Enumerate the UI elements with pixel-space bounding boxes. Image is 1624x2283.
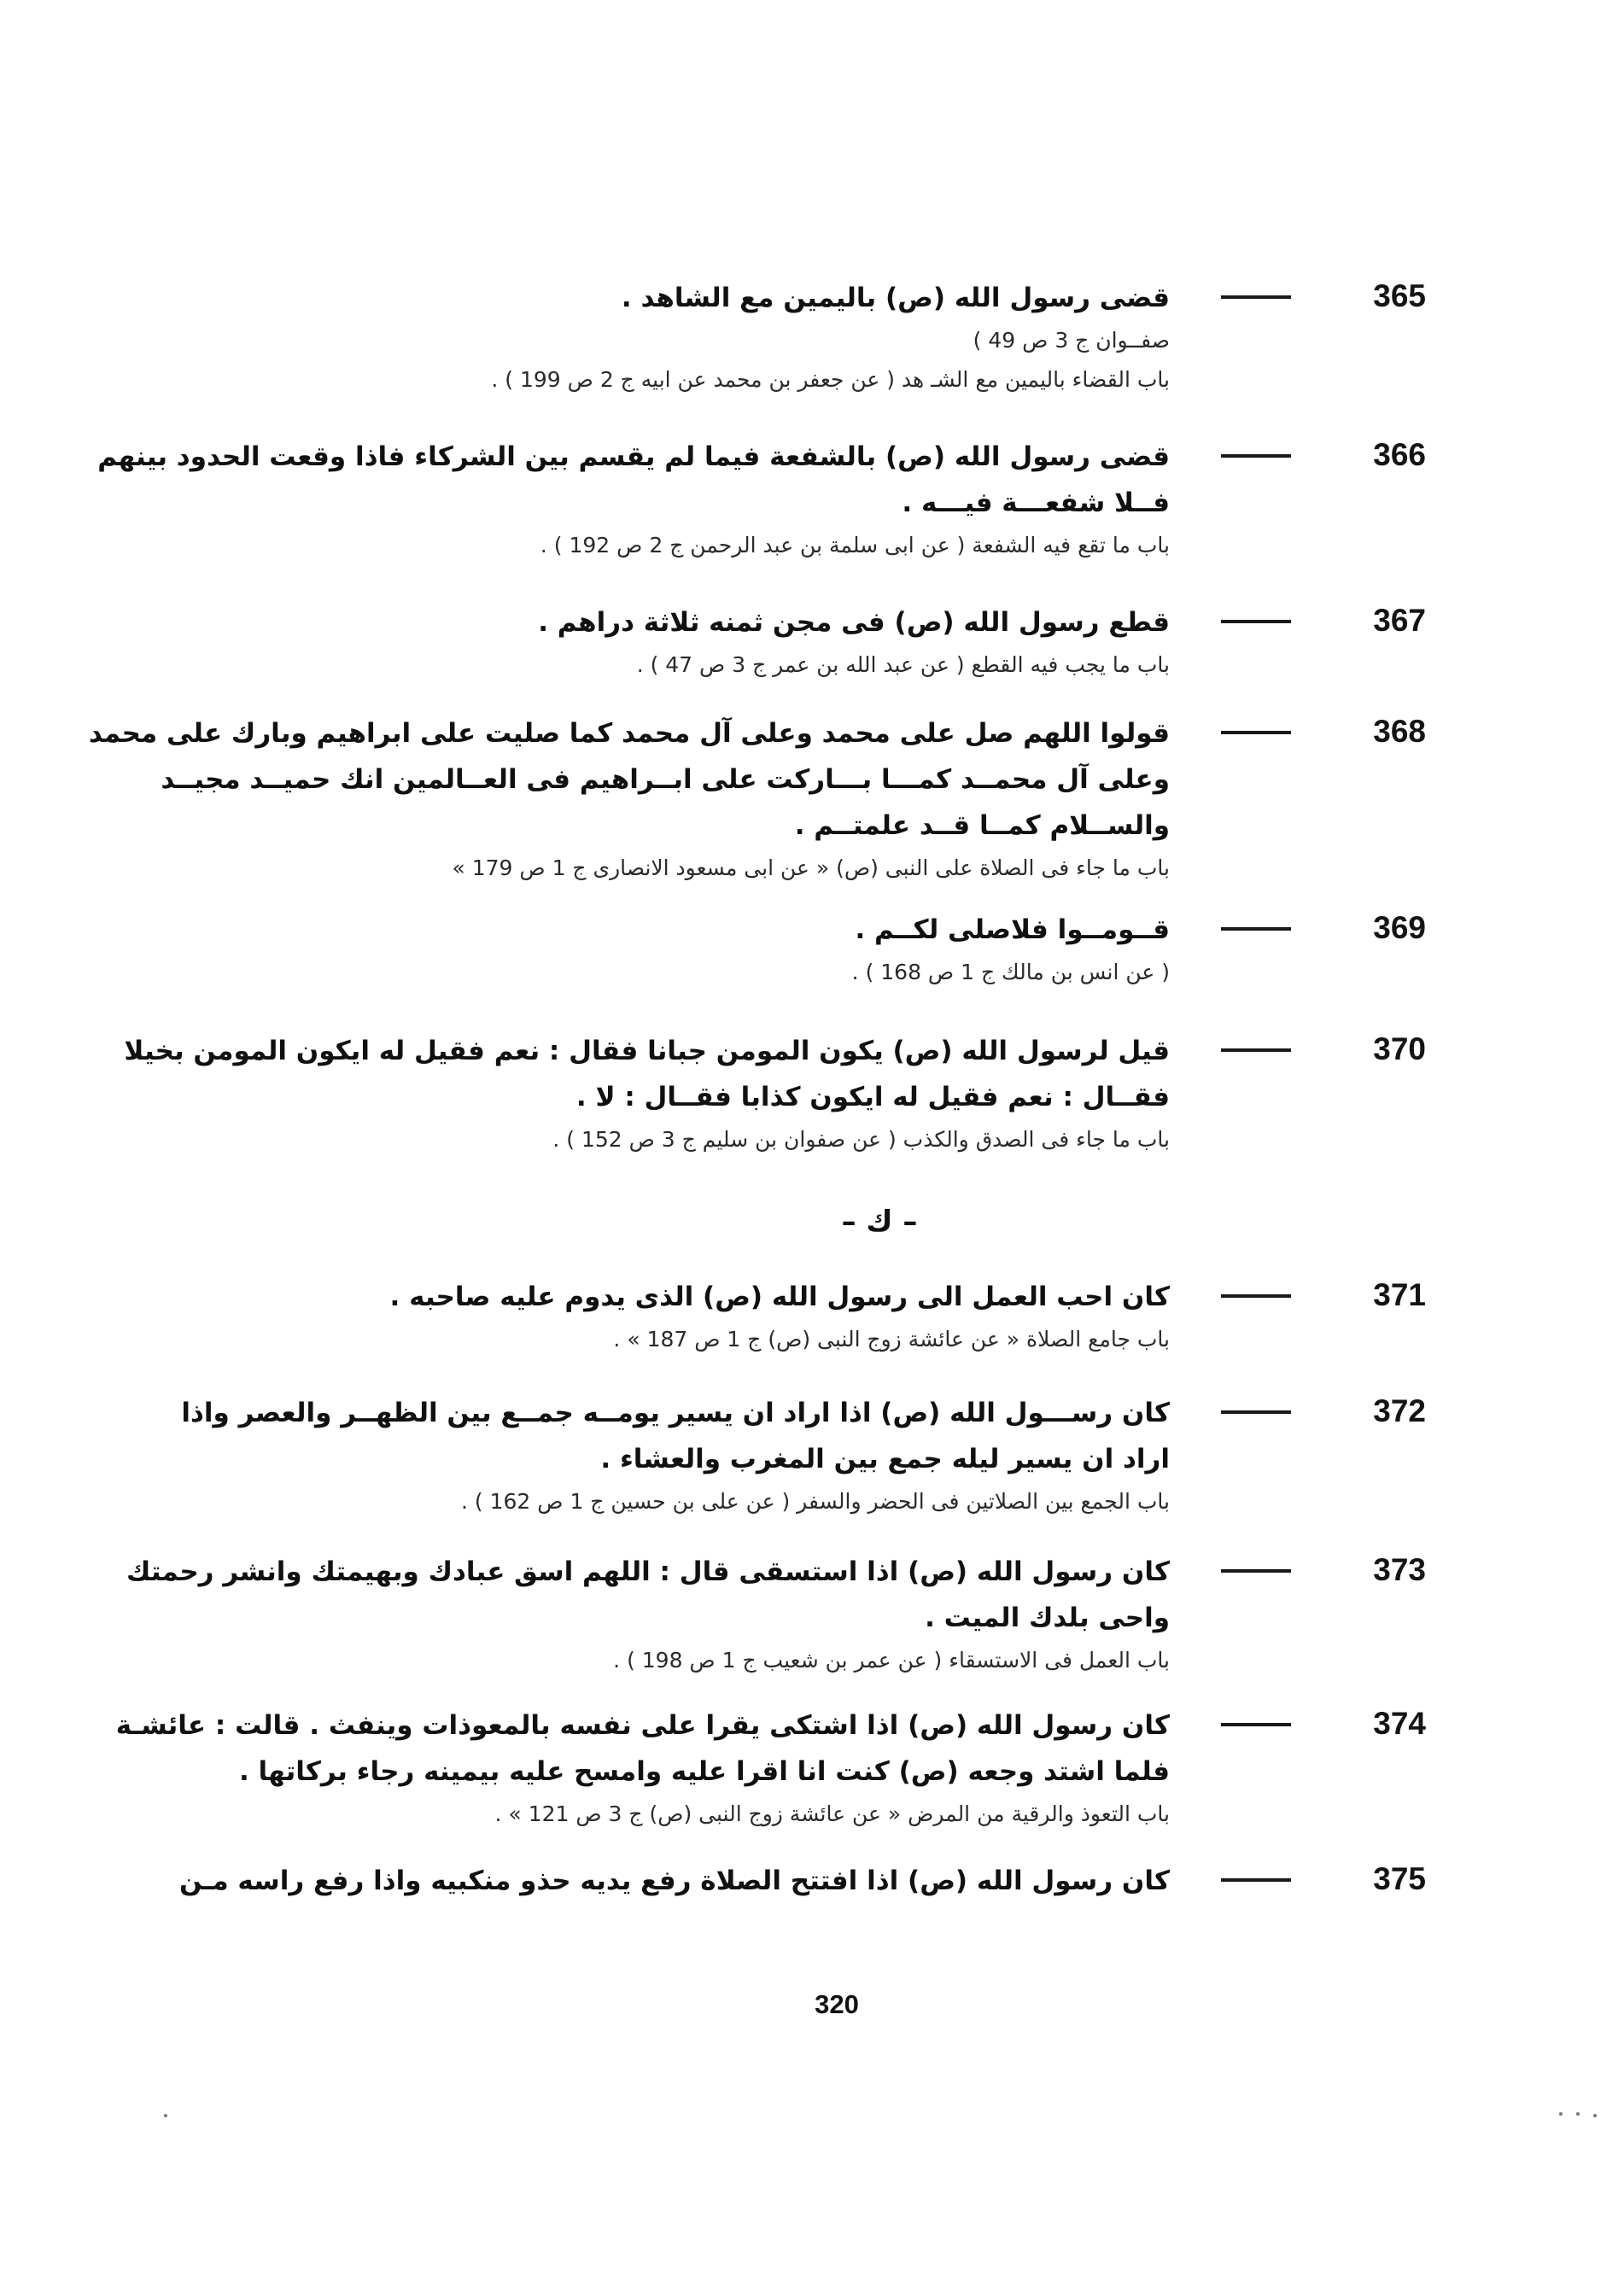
hadith-line: كان رسول الله (ص) اذا استسقى قال : اللهم اسق عبادك وبهيمتك وانشر رحمتك xyxy=(126,1556,1170,1587)
hadith-line: قــومــوا فلاصلى لكــم . xyxy=(855,914,1170,945)
hadith-line: واحى بلدك الميت . xyxy=(925,1603,1170,1633)
scan-speck xyxy=(1576,2112,1580,2116)
scan-speck xyxy=(164,2114,167,2117)
entry-body xyxy=(115,1702,1170,1834)
entry-body xyxy=(205,599,1170,685)
scan-speck xyxy=(1593,2114,1597,2117)
entry-374 xyxy=(115,1702,1426,1848)
entry-body xyxy=(124,1028,1170,1159)
entry-365 xyxy=(205,275,1426,420)
hadith-line: كان رســـول الله (ص) اذا اراد ان يسير يومــه جمــع بين الظهــر والعصر واذا xyxy=(181,1398,1170,1428)
entry-body xyxy=(205,907,1170,992)
entry-number: 372 xyxy=(1373,1393,1426,1428)
entry-number: 368 xyxy=(1373,714,1426,749)
entry-number: 371 xyxy=(1373,1277,1426,1312)
entry-375 xyxy=(178,1858,1426,2003)
entry-370 xyxy=(124,1028,1426,1173)
hadith-line: اراد ان يسير ليله جمع بين المغرب والعشاء . xyxy=(600,1444,1170,1474)
entry-dash xyxy=(1221,1569,1291,1573)
entry-body xyxy=(97,434,1170,565)
entry-dash xyxy=(1221,1723,1291,1726)
entry-373 xyxy=(126,1549,1426,1694)
entry-372 xyxy=(181,1390,1426,1535)
entry-number: 369 xyxy=(1373,910,1426,945)
entry-dash xyxy=(1221,927,1291,931)
entry-number: 373 xyxy=(1373,1552,1426,1587)
entry-body xyxy=(205,275,1170,400)
source-reference: صفــوان ج 3 ص 49 ) xyxy=(973,328,1170,353)
section-heading: – ك – xyxy=(841,1205,918,1239)
hadith-line: وعلى آل محمــد كمـــا بـــاركت على ابــراهيم فى العــالمين انك حميــد مجيــد xyxy=(161,764,1170,795)
source-reference: باب العمل فى الاستسقاء ( عن عمر بن شعيب ج 1 ص 198 ) . xyxy=(613,1648,1170,1673)
entry-number: 367 xyxy=(1373,603,1426,638)
source-reference: باب جامع الصلاة « عن عائشة زوج النبى (ص) ج 1 ص 187 » . xyxy=(613,1327,1170,1352)
entry-366 xyxy=(97,434,1426,579)
source-reference: باب القضاء باليمين مع الشـ هد ( عن جعفر بن محمد عن ابيه ج 2 ص 199 ) . xyxy=(491,367,1170,392)
entry-dash xyxy=(1221,1294,1291,1298)
hadith-line: قولوا اللهم صل على محمد وعلى آل محمد كما صليت على ابراهيم وبارك على محمد xyxy=(88,718,1170,749)
hadith-line: فــلا شفعـــة فيـــه . xyxy=(902,488,1170,518)
entry-dash xyxy=(1221,1410,1291,1414)
entry-number: 375 xyxy=(1373,1861,1426,1896)
hadith-line: فلما اشتد وجعه (ص) كنت انا اقرا عليه وامسح عليه بيمينه رجاء بركاتها . xyxy=(238,1756,1170,1787)
source-reference: باب التعوذ والرقية من المرض « عن عائشة زوج النبى (ص) ج 3 ص 121 » . xyxy=(494,1801,1170,1826)
hadith-line: فقــال : نعم فقيل له ايكون كذابا فقــال : لا . xyxy=(575,1082,1170,1112)
source-reference: باب ما جاء فى الصدق والكذب ( عن صفوان بن سليم ج 3 ص 152 ) . xyxy=(552,1127,1170,1152)
entry-dash xyxy=(1221,731,1291,734)
entry-body xyxy=(88,710,1170,888)
entry-number: 365 xyxy=(1373,278,1426,313)
entry-number: 374 xyxy=(1373,1706,1426,1741)
entry-number: 370 xyxy=(1373,1031,1426,1066)
hadith-line: قضى رسول الله (ص) باليمين مع الشاهد . xyxy=(621,283,1170,313)
source-reference: باب الجمع بين الصلاتين فى الحضر والسفر ( عن على بن حسين ج 1 ص 162 ) . xyxy=(461,1489,1170,1514)
entry-dash xyxy=(1221,1048,1291,1052)
hadith-line: قطع رسول الله (ص) فى مجن ثمنه ثلاثة دراهم . xyxy=(538,607,1170,638)
entry-dash xyxy=(1221,295,1291,299)
scan-speck xyxy=(1559,2112,1563,2116)
hadith-line: كان احب العمل الى رسول الله (ص) الذى يدوم عليه صاحبه . xyxy=(389,1282,1170,1312)
source-reference: باب ما جاء فى الصلاة على النبى (ص) « عن ابى مسعود الانصارى ج 1 ص 179 » xyxy=(452,855,1170,880)
entry-body xyxy=(205,1274,1170,1359)
source-reference: باب ما يجب فيه القطع ( عن عبد الله بن عمر ج 3 ص 47 ) . xyxy=(636,652,1170,677)
entry-dash xyxy=(1221,620,1291,623)
entry-body xyxy=(178,1858,1170,1904)
hadith-line: قيل لرسول الله (ص) يكون المومن جبانا فقال : نعم فقيل له ايكون المومن بخيلا xyxy=(124,1036,1170,1066)
source-reference: ( عن انس بن مالك ج 1 ص 168 ) . xyxy=(851,960,1170,984)
entry-dash xyxy=(1221,454,1291,458)
entry-body xyxy=(126,1549,1170,1680)
entry-dash xyxy=(1221,1878,1291,1882)
entry-number: 366 xyxy=(1373,437,1426,472)
entry-368 xyxy=(88,710,1426,880)
hadith-line: والســلام كمــا قــد علمتــم . xyxy=(794,810,1170,841)
hadith-line: قضى رسول الله (ص) بالشفعة فيما لم يقسم بين الشركاء فاذا وقعت الحدود بينهم xyxy=(97,441,1170,472)
source-reference: باب ما تقع فيه الشفعة ( عن ابى سلمة بن عبد الرحمن ج 2 ص 192 ) . xyxy=(540,533,1170,558)
hadith-line: كان رسول الله (ص) اذا اشتكى يقرا على نفسه بالمعوذات وينفث . قالت : عائشـة xyxy=(115,1710,1170,1741)
hadith-line: كان رسول الله (ص) اذا افتتح الصلاة رفع يديه حذو منكبيه واذا رفع راسه مـن xyxy=(178,1866,1170,1896)
entry-body xyxy=(181,1390,1170,1521)
page-number: 320 xyxy=(815,1989,859,2019)
